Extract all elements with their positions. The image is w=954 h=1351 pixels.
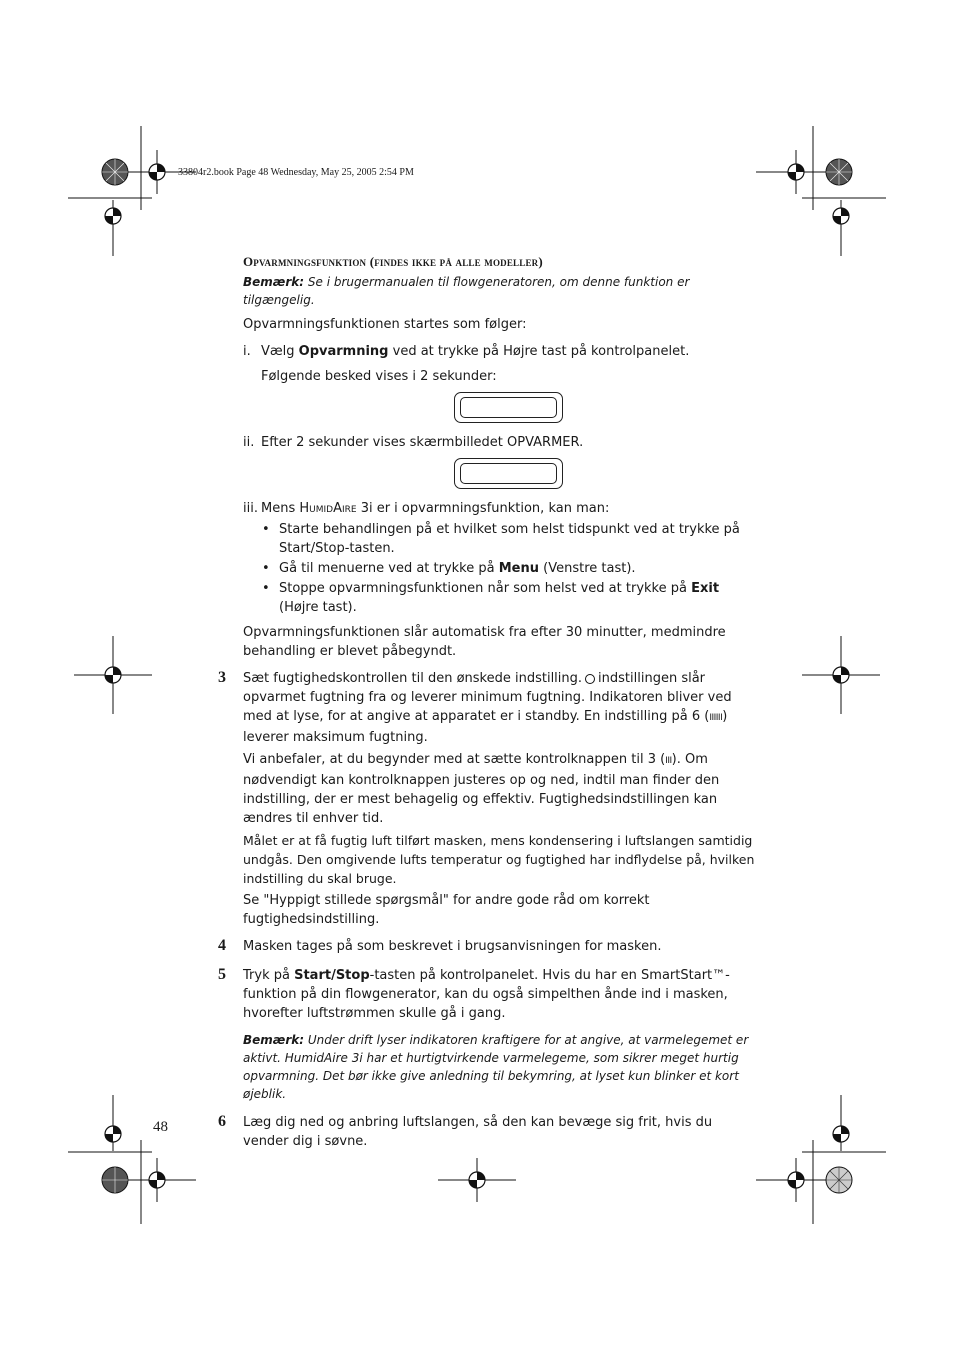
step-4	[218, 937, 755, 956]
step-number: 6	[218, 1113, 226, 1130]
note-label: Bemærk:	[243, 1033, 305, 1047]
step-4-text: Masken tages på som beskrevet i brugsanvisningen for masken.	[243, 939, 662, 954]
section-title: Opvarmningsfunktion (findes ikke på alle modeller)	[243, 254, 543, 269]
step-5-note	[243, 1031, 755, 1103]
bullet-text: Starte behandlingen på et hvilket som helst tidspunkt ved at trykke på Start/Stop-tasten.	[279, 522, 740, 556]
page-content	[218, 252, 755, 1151]
lcd-screen	[454, 458, 563, 489]
step-3-p2-post: ). Om nødvendigt kan kontrolknappen justeres op og ned, indtil man finder den indstilling, der er mest behagelig og effektiv. Fugtighedsindstillingen kan ændres til enhver tid.	[243, 752, 720, 826]
section-intro: Opvarmningsfunktionen startes som følger:	[243, 317, 527, 332]
bullet-text: Stoppe opvarmningsfunktionen når som helst ved at trykke på	[279, 581, 692, 596]
step-5-post: -tasten på kontrolpanelet. Hvis du har en SmartStart™-funktion på din flowgenerator, kan du også simpelthen ånde ind i masken, hvorefter luftstrømmen skulle gå i gang.	[243, 968, 730, 1021]
step-ii-text: Efter 2 sekunder vises skærmbilledet OPVARMER.	[261, 435, 584, 450]
step-3-p2-pre: Vi anbefaler, at du begynder med at sætte kontrolknappen til 3 (	[243, 752, 666, 767]
page-number: 48	[153, 1119, 168, 1135]
step-number: 5	[218, 966, 226, 983]
level-3-bars-icon: III	[665, 756, 672, 766]
note-text: Se i brugermanualen til flowgeneratoren, om denne funktion er tilgængelig.	[243, 275, 690, 307]
lcd-display-1	[243, 392, 755, 423]
list-item	[261, 559, 755, 578]
step-ii-numeral: ii.	[243, 435, 255, 450]
step-iii	[243, 499, 755, 518]
step-6	[218, 1113, 755, 1151]
step-i-follow: Følgende besked vises i 2 sekunder:	[261, 369, 497, 384]
step-3-para-2	[243, 750, 755, 828]
list-item	[261, 520, 755, 558]
note-label: Bemærk:	[243, 275, 305, 289]
note-text: Under drift lyser indikatoren kraftigere for at angive, at varmelegemet er aktivt. HumidAire 3i har et hurtigtvirkende varmelegeme, som sikrer meget hurtig opvarmning. Det bør ikke give anledning til bekymring, at lyset kun blinker et kort øjeblik.	[243, 1033, 749, 1101]
ring-off-icon	[585, 674, 595, 684]
step-i-numeral: i.	[243, 344, 251, 359]
step-3-para-1	[243, 669, 755, 747]
step-3-p1-post: ) leverer maksimum fugtning.	[243, 709, 728, 745]
step-i-bold: Opvarmning	[298, 344, 389, 359]
step-3-para-4: Se "Hyppigt stillede spørgsmål" for andre gode råd om korrekt fugtighedsindstilling.	[243, 893, 650, 927]
step-iii-pre: Mens	[261, 501, 300, 516]
step-i-post: ved at trykke på Højre tast på kontrolpanelet.	[388, 344, 690, 359]
step-3	[218, 669, 755, 929]
book-header-line: 33804r2.book Page 48 Wednesday, May 25, 2005 2:54 PM	[178, 167, 414, 178]
step-3-p1-pre: Sæt fugtighedskontrollen til den ønskede indstilling.	[243, 671, 583, 686]
step-ii	[243, 433, 755, 452]
lcd-display-2	[243, 458, 755, 489]
step-i	[243, 342, 755, 386]
brand-name: HumidAire	[299, 501, 357, 516]
step-number: 3	[218, 669, 226, 686]
step-3-p1-mid: indstillingen slår opvarmet fugtning fra og leverer minimum fugtning. Indikatoren bliver ved med at lyse, for at angive at apparatet er i standby. En indstilling på 6 (	[243, 671, 732, 724]
bullet-text: Gå til menuerne ved at trykke på	[279, 561, 499, 576]
bullet-post: (Venstre tast).	[539, 561, 636, 576]
section-closing: Opvarmningsfunktionen slår automatisk fra efter 30 minutter, medmindre behandling er blevet påbegyndt.	[243, 625, 726, 659]
step-5-pre: Tryk på	[243, 968, 295, 983]
section-note	[243, 273, 755, 309]
step-3-para-3: Målet er at få fugtig luft tilført masken, mens kondensering i luftslangen samtidig undgås. Den omgivende lufts temperatur og fugtighed har indflydelse på, hvilken indstilling du skal bruge.	[243, 833, 755, 886]
step-iii-bullets	[261, 520, 755, 617]
brand-suffix: 3i	[356, 501, 373, 516]
step-number: 4	[218, 937, 226, 954]
step-6-text: Læg dig ned og anbring luftslangen, så den kan bevæge sig frit, hvis du vender dig i søvne.	[243, 1115, 713, 1149]
step-5-text	[243, 966, 755, 1023]
step-i-pre: Vælg	[261, 344, 299, 359]
lcd-screen	[454, 392, 563, 423]
bullet-post: (Højre tast).	[279, 600, 357, 615]
list-item	[261, 579, 755, 617]
step-5-bold: Start/Stop	[294, 968, 370, 983]
bullet-bold: Menu	[498, 561, 539, 576]
step-5	[218, 966, 755, 1103]
step-iii-numeral: iii.	[243, 501, 258, 516]
level-6-bars-icon: IIIIII	[709, 713, 723, 723]
bullet-bold: Exit	[691, 581, 720, 596]
step-iii-post: er i opvarmningsfunktion, kan man:	[372, 501, 610, 516]
